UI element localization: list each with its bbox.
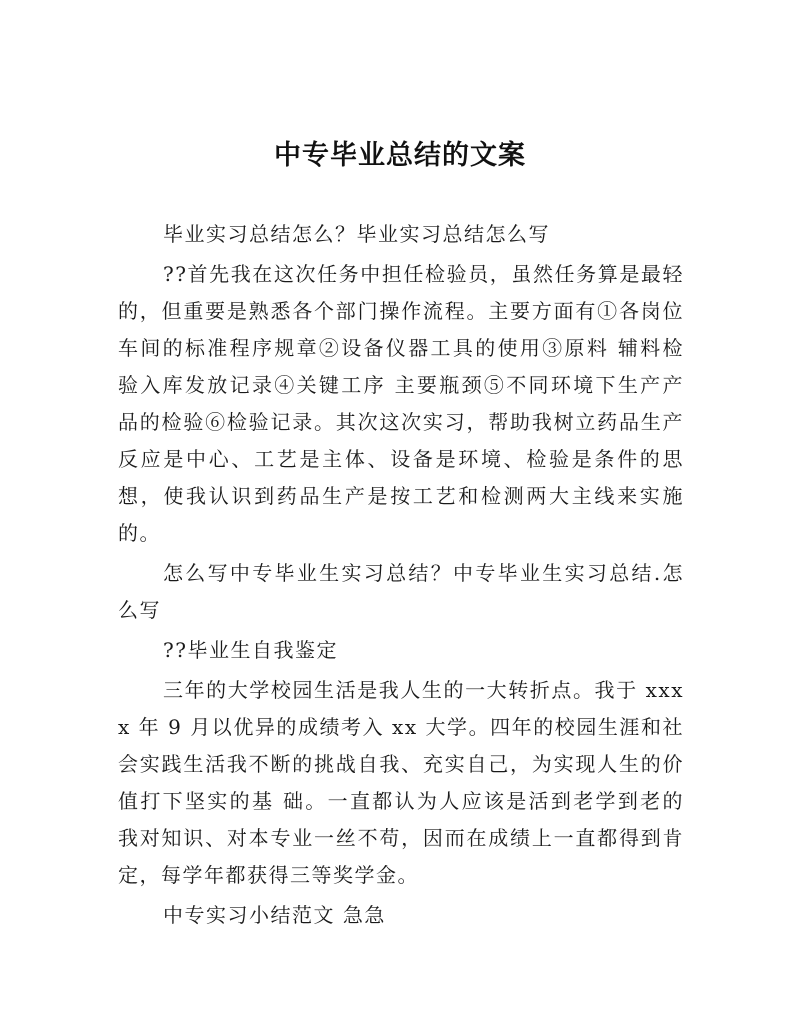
paragraph-internship-summary: 中专实习小结范文 急急 (163, 903, 386, 927)
paragraph-intro-question: 毕业实习总结怎么？毕业实习总结怎么写 (163, 222, 550, 246)
paragraph-how-to-write: 怎么写中专毕业生实习总结？中专毕业生实习总结.怎么写 (118, 561, 684, 622)
paragraph-campus-life: 三年的大学校园生活是我人生的一大转折点。我于 xxxx 年 9 月以优异的成绩考入 xx 大学。四年的校园生涯和社会实践生活我不断的挑战自我、充实自己，为实现人生的价值打下坚实的基 础。一直都认为人应该是活到老学到老的我对知识、对本专业一丝不苟，因而在成绩上一直都得到肯定，每学年都获得三等奖学金。 (118, 678, 684, 887)
paragraph-inspector-duties: ??首先我在这次任务中担任检验员，虽然任务算是最轻的，但重要是熟悉各个部门操作流程。主要方面有①各岗位车间的标准程序规章②设备仪器工具的使用③原料 辅料检验入库发放记录④关键工序 主要瓶颈⑤不同环境下生产产品的检验⑥检验记录。其次这次实习，帮助我树立药品生产反应是中心、工艺是主体、设备是环境、检验是条件的思想，使我认识到药品生产是按工艺和检测两大主线来实施的。 (118, 262, 684, 545)
paragraph-self-appraisal-heading: ??毕业生自我鉴定 (163, 638, 338, 662)
document-body (118, 216, 684, 937)
document-title: 中专毕业总结的文案 (274, 140, 526, 171)
